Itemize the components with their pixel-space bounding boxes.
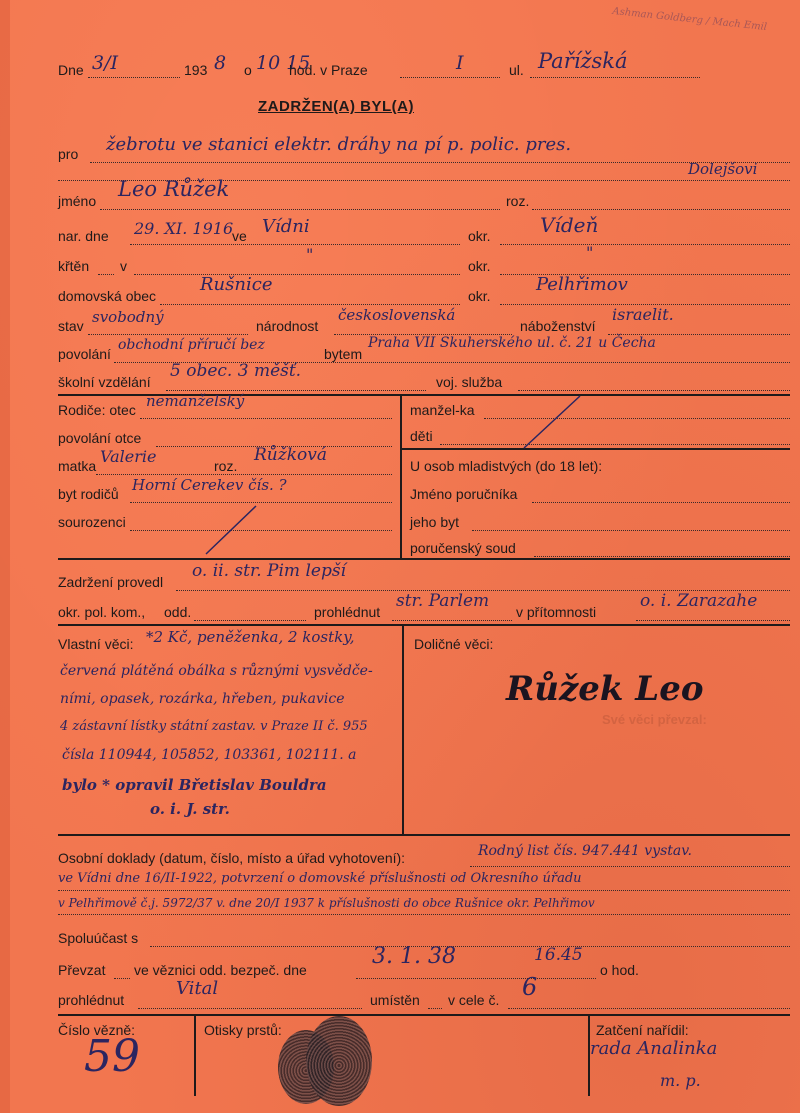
guardian-residence-label: jeho byt [410, 514, 460, 530]
divider-footer-top [58, 1014, 790, 1016]
arrest-ordered-label: Zatčení nařídil: [596, 1022, 689, 1038]
reason-label: pro [58, 146, 79, 162]
nationality-label: národnost [256, 318, 319, 334]
own-items-line-7: o. i. J. str. [150, 800, 230, 818]
arrest-by-value: o. ii. str. Pim lepší [192, 561, 346, 581]
received-stamp: Své věci převzal: [602, 712, 707, 727]
mother-maiden-name: Růžková [254, 445, 327, 465]
parents-father-label: Rodiče: otec [58, 402, 136, 418]
own-items-line-4: 4 zástavní lístky státní zastav. v Praze II č. 955 [60, 719, 368, 734]
father-occupation-label: povolání otce [58, 430, 142, 446]
birth-ve-label: ve [232, 228, 247, 244]
baptized-label: křtěn [58, 258, 90, 274]
form-title: ZADRŽEN(A) BYL(A) [258, 98, 414, 115]
birth-okr-value: Vídeň [540, 213, 599, 237]
baptized-okr-value: " [586, 243, 594, 262]
taken-over-label: Převzat [58, 962, 106, 978]
pencil-note: Ashman Goldberg / Mach Emil [611, 5, 768, 34]
domicile-okr-label: okr. [468, 288, 491, 304]
evidence-items-label: Doličné věci: [414, 636, 494, 652]
divider-belongings-vertical [402, 626, 404, 836]
occupation-value: obchodní příručí bez [118, 337, 265, 353]
hod-label: hod. v Praze [289, 62, 368, 78]
parents-residence-label: byt rodičů [58, 486, 119, 502]
military-label: voj. služba [436, 374, 503, 390]
placed-label: umístěn [370, 992, 420, 1008]
date-label: Dne [58, 62, 84, 78]
education-value: 5 obec. 3 měšť. [170, 361, 302, 381]
minors-heading: U osob mladistvých (do 18 let): [410, 458, 603, 474]
status-value: svobodný [92, 308, 164, 326]
divider-belongings-bottom [58, 834, 790, 836]
roz-label: roz. [506, 193, 530, 209]
time-value: 10 15 [256, 52, 311, 74]
residence-value: Praha VII Skuherského ul. č. 21 u Čecha [368, 335, 656, 351]
name-label: jméno [58, 193, 97, 209]
district-police-label: okr. pol. kom., [58, 604, 146, 620]
divider-minors-top [400, 448, 790, 450]
date-value: 3/I [92, 52, 118, 74]
religion-label: náboženství [520, 318, 596, 334]
guardian-label: Jméno poručníka [410, 486, 518, 502]
nationality-value: československá [338, 306, 456, 324]
arrest-by-label: Zadržení provedl [58, 574, 164, 590]
religion-value: israelit. [612, 305, 674, 324]
own-items-line-2: červená plátěná obálka s různými vysvědče- [60, 663, 373, 679]
taken-over-date: 3. 1. 38 [372, 944, 456, 969]
year-value: 8 [214, 52, 227, 74]
occupation-label: povolání [58, 346, 111, 362]
street-value: Pařížská [538, 49, 628, 73]
department-label: odd. [164, 604, 192, 620]
fingerprints-label: Otisky prstů: [204, 1022, 282, 1038]
father-value: nemanželský [146, 392, 245, 410]
domicile-okr-value: Pelhřimov [536, 274, 628, 295]
documents-line-1: Rodný list čís. 947.441 vystav. [478, 843, 692, 859]
year-prefix: 193 [184, 62, 208, 78]
prisoner-number-label: Číslo vězně: [58, 1022, 136, 1038]
birth-label: nar. dne [58, 228, 109, 244]
mother-label: matka [58, 458, 97, 474]
presence-value: o. i. Zarazahe [640, 591, 758, 611]
documents-line-3: v Pelhřimově č.j. 5972/37 v. dne 20/I 1937 k příslušnosti do obce Rušnice okr. Pelhřimov [58, 896, 595, 910]
reason-value: žebrotu ve stanici elektr. dráhy na pí p. polic. pres. [106, 134, 572, 155]
cell-label: v cele č. [448, 992, 500, 1008]
own-items-line-6: bylo * opravil Břetislav Bouldra [62, 776, 327, 794]
children-label: děti [410, 428, 433, 444]
prisoner-signature: Růžek Leo [506, 669, 704, 709]
siblings-strike-mark [196, 500, 276, 560]
complicity-label: Spoluúčast s [58, 930, 139, 946]
baptized-okr-label: okr. [468, 258, 491, 274]
divider-belongings-top [58, 624, 790, 626]
spouse-strike-mark [510, 392, 590, 452]
residence-label: bytem [324, 346, 363, 362]
arrest-ordered-mp: m. p. [660, 1071, 701, 1090]
fingerprint-2 [306, 1016, 372, 1106]
own-items-line-5: čísla 110944, 105852, 103361, 102111. a [62, 747, 357, 763]
mother-value: Valerie [100, 447, 157, 466]
divider-footer-left [194, 1016, 196, 1096]
inspected-by-value: Vital [176, 978, 219, 999]
taken-over-time: 16.45 [534, 945, 583, 965]
own-items-line-3: ními, opasek, rozárka, hřeben, pukavice [60, 691, 345, 707]
domicile-label: domovská obec [58, 288, 157, 304]
divider-parents-vertical [400, 396, 402, 560]
own-items-line-1: *2 Kč, peněženka, 2 kostky, [146, 628, 355, 646]
domicile-value: Rušnice [200, 274, 273, 295]
baptized-v-label: v [120, 258, 127, 274]
own-items-label: Vlastní věci: [58, 636, 134, 652]
street-label: ul. [509, 62, 524, 78]
inspected-label: prohlédnut [314, 604, 381, 620]
parents-residence-value: Horní Cerekev čís. ? [132, 476, 287, 494]
cell-value: 6 [522, 973, 538, 1001]
prison-label: ve věznici odd. bezpeč. dne [134, 962, 307, 978]
arrest-ordered-value: rada Analinka [590, 1038, 718, 1059]
reason-value-line2: Dolejšovi [688, 160, 758, 178]
guardianship-court-label: poručenský soud [410, 540, 516, 556]
spouse-label: manžel-ka [410, 402, 475, 418]
birth-okr-label: okr. [468, 228, 491, 244]
presence-label: v přítomnosti [516, 604, 597, 620]
inspected-value: str. Parlem [396, 591, 490, 611]
siblings-label: sourozenci [58, 514, 126, 530]
mother-roz-label: roz. [214, 458, 238, 474]
taken-over-hod-label: o hod. [600, 962, 639, 978]
divider-parents-bottom [58, 558, 790, 560]
education-label: školní vzdělání [58, 374, 151, 390]
district-value: I [456, 52, 464, 74]
birth-place: Vídni [262, 216, 310, 237]
baptized-value: " [306, 245, 314, 264]
birth-date: 29. XI. 1916 [134, 219, 234, 238]
paper-edge [0, 0, 10, 1113]
documents-label: Osobní doklady (datum, číslo, místo a úřad vyhotovení): [58, 850, 406, 866]
status-label: stav [58, 318, 84, 334]
time-o-label: o [244, 62, 252, 78]
inspected-by-label: prohlédnut [58, 992, 125, 1008]
documents-line-2: ve Vídni dne 16/II-1922, potvrzení o domovské příslušnosti od Okresního úřadu [58, 871, 582, 886]
name-value: Leo Růžek [118, 177, 230, 201]
prisoner-number-value: 59 [84, 1031, 140, 1082]
